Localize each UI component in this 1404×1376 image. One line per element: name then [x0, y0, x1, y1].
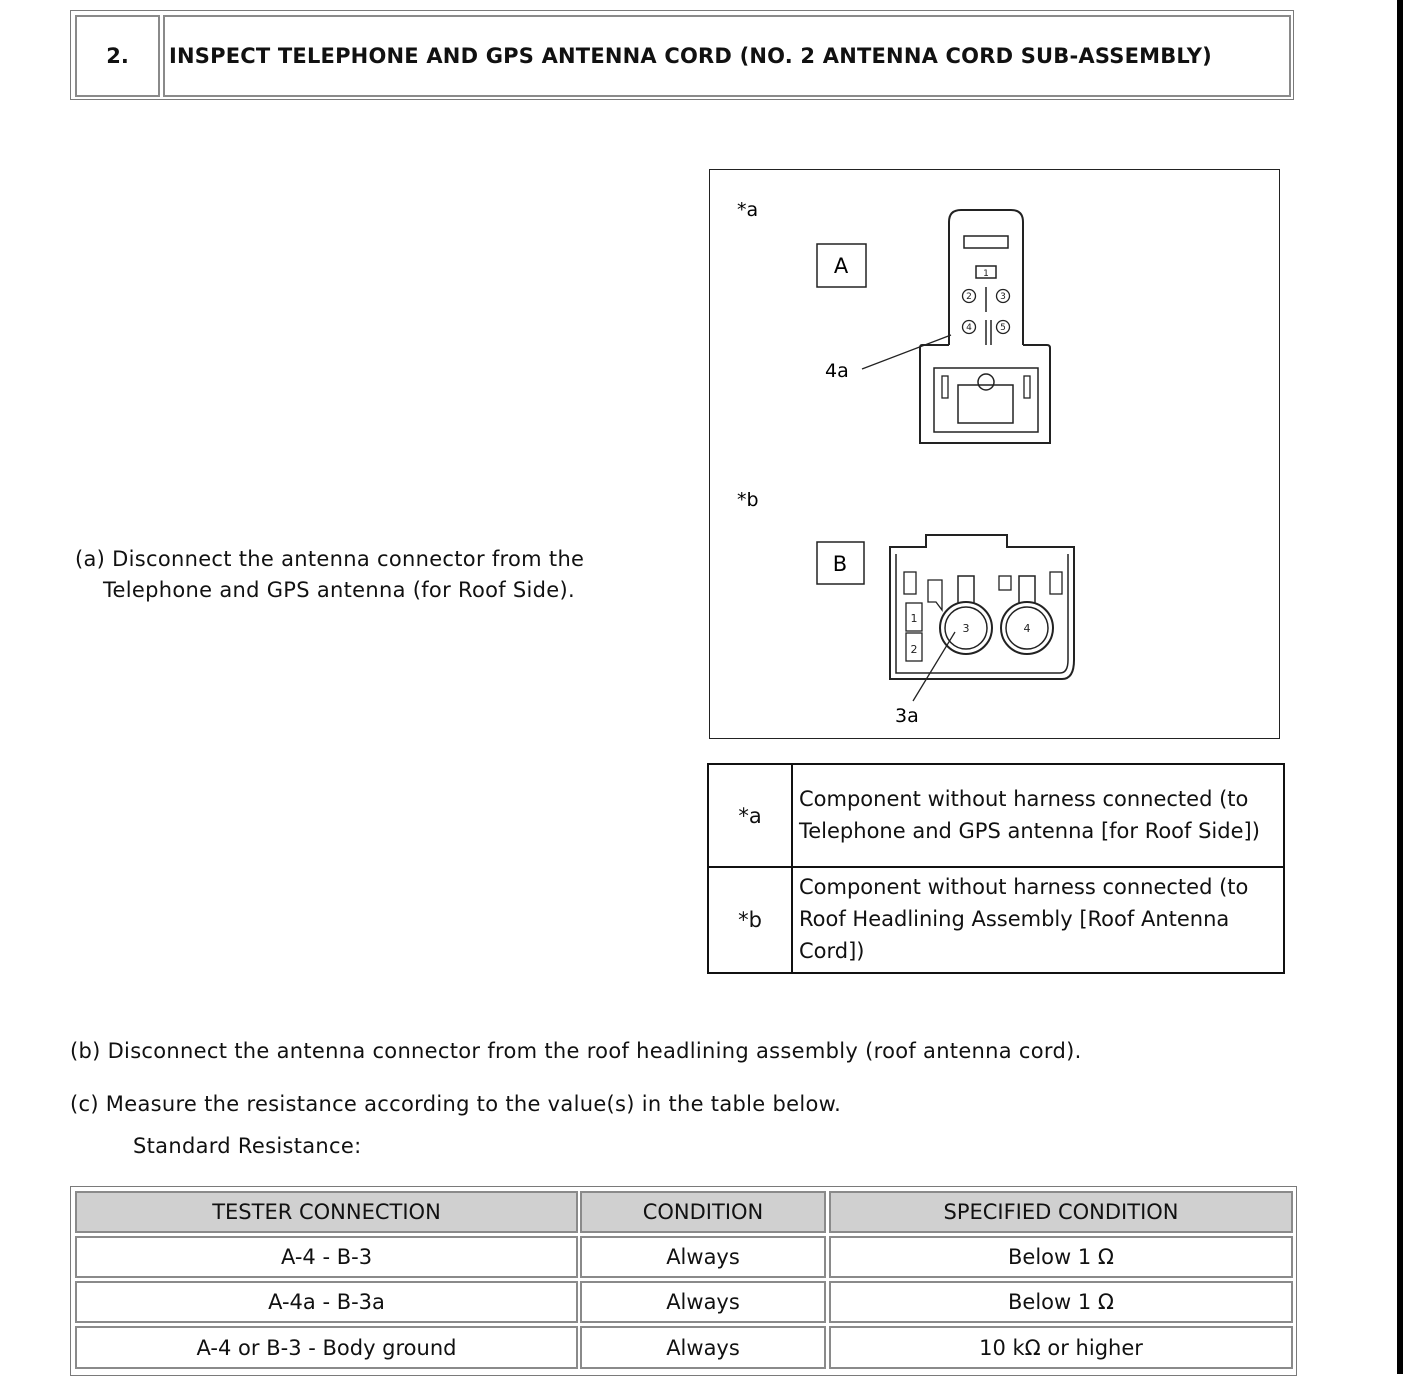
step-a-line-2: Telephone and GPS antenna (for Roof Side).: [103, 578, 575, 602]
page-edge-rule: [1397, 0, 1403, 1374]
svg-text:3: 3: [962, 622, 970, 635]
connector-illustration: [709, 169, 1280, 739]
step-c: (c) Measure the resistance according to the value(s) in the table below.: [70, 1092, 842, 1116]
column-header-condition: CONDITION: [580, 1191, 826, 1233]
svg-text:4: 4: [966, 323, 972, 333]
svg-text:2: 2: [910, 643, 918, 656]
legend-key: *a: [708, 764, 792, 867]
section-title: INSPECT TELEPHONE AND GPS ANTENNA CORD (NO. 2 ANTENNA CORD SUB-ASSEMBLY): [163, 15, 1291, 97]
connector-b-tag: [817, 542, 864, 584]
callout-4a: 4a: [825, 360, 849, 382]
svg-text:5: 5: [1000, 323, 1006, 333]
svg-text:2: 2: [966, 292, 972, 302]
section-number: 2.: [75, 15, 160, 97]
connector-a-tag: [817, 244, 866, 287]
table-cell-tester-connection: A-4 - B-3: [75, 1236, 578, 1278]
table-cell-tester-connection: A-4a - B-3a: [75, 1281, 578, 1323]
legend-row: [708, 867, 1284, 973]
table-cell-condition: Always: [580, 1236, 826, 1278]
legend-description: Component without harness connected (to Telephone and GPS antenna [for Roof Side]): [792, 764, 1284, 867]
svg-text:B: B: [832, 552, 848, 576]
legend-row: [708, 764, 1284, 867]
table-cell-specified-condition: Below 1 Ω: [829, 1281, 1293, 1323]
figure-label-b: *b: [737, 489, 759, 511]
svg-text:1: 1: [983, 269, 989, 279]
callout-3a: 3a: [895, 705, 919, 727]
table-cell-condition: Always: [580, 1326, 826, 1369]
figure-legend-table: [707, 763, 1285, 974]
svg-text:4: 4: [1023, 622, 1031, 635]
callout-4a-leader: [862, 335, 951, 369]
legend-key: *b: [708, 867, 792, 973]
standard-resistance-label: Standard Resistance:: [133, 1134, 362, 1158]
table-cell-specified-condition: 10 kΩ or higher: [829, 1326, 1293, 1369]
resistance-table: [70, 1186, 1297, 1376]
table-cell-condition: Always: [580, 1281, 826, 1323]
svg-text:3: 3: [1000, 292, 1006, 302]
step-b: (b) Disconnect the antenna connector from the roof headlining assembly (roof antenna cord).: [70, 1039, 1082, 1063]
column-header-tester-connection: TESTER CONNECTION: [75, 1191, 578, 1233]
legend-description: Component without harness connected (to Roof Headlining Assembly [Roof Antenna Cord]): [792, 867, 1284, 973]
step-a-line-1: (a) Disconnect the antenna connector from the: [75, 547, 585, 571]
connector-a-drawing: [920, 210, 1050, 443]
figure-label-a: *a: [737, 199, 759, 221]
table-cell-tester-connection: A-4 or B-3 - Body ground: [75, 1326, 578, 1369]
table-cell-specified-condition: Below 1 Ω: [829, 1236, 1293, 1278]
connector-b-drawing: [890, 535, 1074, 679]
section-title-box: [70, 10, 1294, 100]
column-header-specified-condition: SPECIFIED CONDITION: [829, 1191, 1293, 1233]
callout-3a-leader: [910, 632, 955, 701]
svg-text:1: 1: [910, 612, 918, 625]
svg-text:A: A: [833, 254, 849, 278]
